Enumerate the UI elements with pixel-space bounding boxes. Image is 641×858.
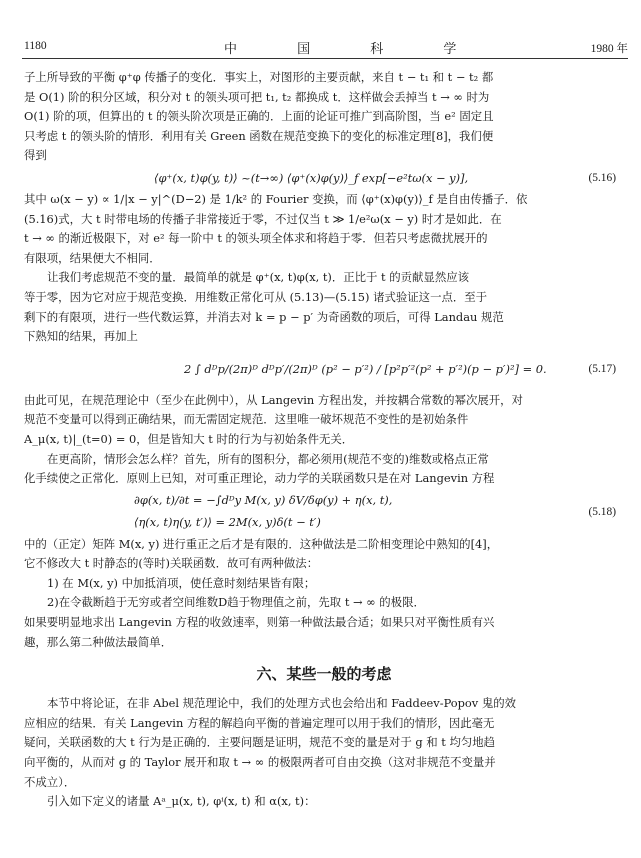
equation-line-2: ⟨η(x, t)η(y, t′)⟩ = 2M(x, y)δ(t − t′) [134, 514, 321, 529]
text-line: 在更高阶，情形会怎么样？首先，所有的图积分，都必须用(规范不变的)维数或格点正常 [47, 451, 489, 466]
paragraph-2 [24, 190, 624, 268]
equation-line-1: ∂φ(x, t)/∂t = −∫dᴰy M(x, y) δV/δφ(y) + η(x, t), [134, 492, 393, 507]
paragraph-9 [24, 792, 624, 812]
text-line: (5.16)式，大 t 时带电场的传播子非常接近于零，不过仅当 t ≫ 1/e²ω(x − y) 时才是如此．在 [24, 211, 502, 226]
text-line: 本节中将论证，在非 Abel 规范理论中，我们的处理方式也会给出和 Faddeev-Popov 鬼的效 [47, 696, 517, 711]
text-line: 有限项，结果便大不相同． [24, 250, 161, 265]
equation-math: ⟨φ⁺(x, t)φ(y, t)⟩ ~(t→∞) ⟨φ⁺(x)φ(y)⟩_f exp[−e²tω(x − y)], [154, 170, 469, 185]
paragraph-8 [24, 694, 624, 792]
text-line: 应相应的结果．有关 Langevin 方程的解趋向平衡的普遍定理可以用于我们的情形，因此毫无 [24, 715, 495, 730]
text-line: 它不修改大 t 时静态的(等时)关联函数．故可有两种做法： [24, 556, 319, 571]
paragraph-7 [24, 613, 624, 652]
text-line: 如果要明显地求出 Langevin 方程的收敛速率，则第一种做法最合适；如果只对平衡性质有兴 [24, 615, 495, 630]
paragraph-3 [24, 268, 624, 346]
publication-year: 1980 年 [590, 43, 628, 55]
equation-math: 2 ∫ dᴰp/(2π)ᴰ dᴰp′/(2π)ᴰ (p² − p′²) / [p²p′²(p² + p′²)(p − p′)²] = 0. [184, 361, 547, 376]
text-line: 剩下的有限项，进行一些代数运算，并消去对 k = p − p′ 为奇函数的项后，可得 Landau 规范 [24, 309, 504, 324]
text-line: 疑问，关联函数的大 t 行为是正确的．主要问题是证明，规范不变的量是对于 g 和 t 均匀地趋 [24, 735, 496, 750]
options-list [24, 574, 624, 613]
paragraph-5 [24, 450, 624, 489]
journal-title: 中 国 科 学 [224, 42, 485, 57]
text-line: 是 O(1) 阶的积分区域，积分对 t 的领头项可把 t₁, t₂ 都换成 t．这样做会丢掉当 t → ∞ 时为 [24, 89, 490, 104]
text-line: 趣，那么第二种做法最简单． [24, 634, 173, 649]
text-line: 子上所导致的平衡 φ⁺φ 传播子的变化．事实上，对图形的主要贡献，来自 t − t₁ 和 t − t₂ 都 [24, 70, 494, 84]
equation-5-17 [24, 347, 624, 391]
text-line: 引入如下定义的诸量 Aᵃ_μ(x, t), φⁱ(x, t) 和 α(x, t)： [47, 794, 316, 809]
text-line: 由此可见，在规范理论中（至少在此例中），从 Langevin 方程出发，并按耦合常数的幂次展开，对 [24, 392, 523, 407]
text-line: 让我们考虑规范不变的量．最简单的就是 φ⁺(x, t)φ(x, t)．正比于 t 的贡献显然应该 [47, 270, 469, 285]
text-line: 等于零，因为它对应于规范变换．用维数正常化可从 (5.13)—(5.15) 诸式验证这一点．至于 [24, 289, 488, 304]
text-line: O(1) 阶的项，但算出的 t 的领头阶次项是正确的．上面的论证可推广到高阶图，当 e² 固定且 [24, 109, 494, 124]
header-rule [22, 58, 628, 59]
text-line: 向平衡的，从而对 g 的 Taylor 展开和取 t → ∞ 的极限两者可自由交换（这对非规范不变量并 [24, 755, 496, 770]
list-item: 1) 在 M(x, y) 中加抵消项，使任意时刻结果皆有限； [47, 575, 316, 590]
equation-number: (5.17) [588, 362, 616, 375]
paragraph-1 [24, 68, 624, 166]
running-header [24, 38, 628, 56]
text-line: 规范不变量可以得到正确结果，而无需固定规范．这里唯一破坏规范不变性的是初始条件 [24, 412, 469, 427]
equation-number: (5.18) [588, 505, 616, 518]
equation-number: (5.16) [588, 171, 616, 184]
paragraph-6 [24, 535, 624, 574]
equation-5-16 [24, 166, 624, 190]
text-line: t → ∞ 的渐近极限下，对 e² 每一阶中 t 的领头项全体求和将趋于零．但若只考虑微扰展开的 [24, 231, 488, 246]
text-line: 其中 ω(x − y) ∝ 1/|x − y|^(D−2) 是 1/k² 的 Fourier 变换，而 ⟨φ⁺(x)φ(y)⟩_f 是自由传播子．依 [24, 191, 528, 206]
section-heading: 六、某些一般的考虑 [256, 665, 392, 684]
list-item: 2)在令截断趋于无穷或者空间维数D趋于物理值之前，先取 t → ∞ 的极限． [47, 595, 425, 610]
equation-5-18 [24, 489, 624, 535]
page-body [24, 68, 624, 812]
text-line: A_μ(x, t)|_(t=0) = 0，但是皆知大 t 时的行为与初始条件无关． [24, 431, 354, 446]
text-line: 得到 [24, 148, 47, 163]
text-line: 中的（正定）矩阵 M(x, y) 进行重正之后才是有限的．这种做法是二阶相变理论中熟知的[4]， [24, 536, 499, 551]
text-line: 只考虑 t 的领头阶的情形．利用有关 Green 函数在规范变换下的变化的标准定理[8]，我们便 [24, 128, 494, 143]
equation-math [134, 489, 392, 533]
page-number: 1180 [24, 40, 47, 52]
text-line: 化手续使之正常化．原则上已知，对可重正理论，动力学的关联函数只是在对 Langevin 方程 [24, 471, 495, 486]
text-line: 不成立）． [24, 774, 76, 789]
text-line: 下熟知的结果，再加上 [24, 329, 138, 344]
paragraph-4 [24, 391, 624, 450]
